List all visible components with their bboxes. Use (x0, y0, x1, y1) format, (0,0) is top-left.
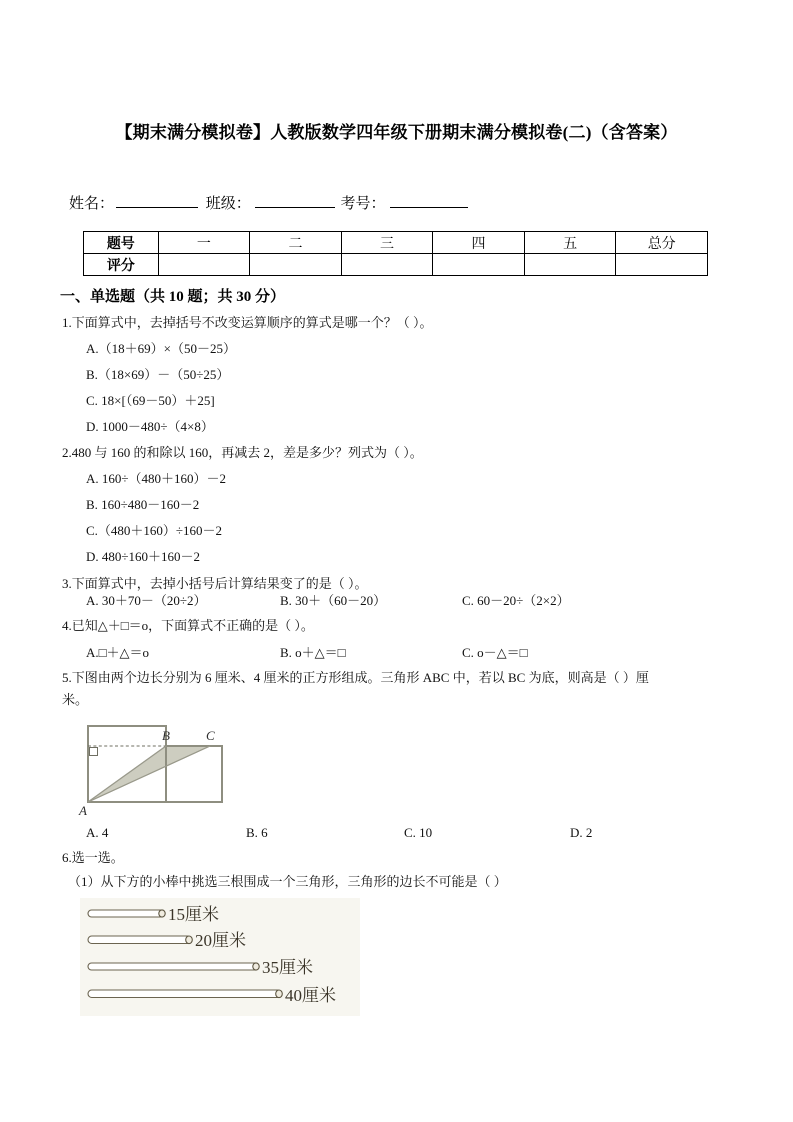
column-header-total: 总分 (616, 232, 708, 254)
right-angle-mark (90, 748, 98, 756)
vertex-label-b: B (162, 728, 170, 743)
question-1-option-b[interactable]: B.（18×69）－（50÷25） (86, 367, 230, 382)
column-header-2: 二 (250, 232, 342, 254)
question-4-stem: 4.已知△＋□＝o，下面算式不正确的是（ ）。 (62, 618, 314, 633)
question-5-stem: 5.下图由两个边长分别为 6 厘米、4 厘米的正方形组成。三角形 ABC 中，若以 BC 为底，则高是（ ）厘 (62, 670, 649, 685)
stick-40cm (88, 990, 282, 998)
row-label-score: 评分 (84, 254, 159, 276)
question-5-option-a[interactable]: A. 4 (86, 825, 109, 840)
stick-label-15cm: 15厘米 (168, 905, 219, 924)
segment-ac (88, 746, 210, 802)
question-4-option-c[interactable]: C. o－△＝□ (462, 645, 528, 660)
stick-15cm (88, 910, 165, 917)
question-2-option-c[interactable]: C.（480＋160）÷160－2 (86, 523, 223, 538)
question-2-option-a[interactable]: A. 160÷（480＋160）－2 (86, 471, 227, 486)
question-4-option-a[interactable]: A.□＋△＝o (86, 645, 149, 660)
class-label: 班级： (205, 196, 251, 212)
question-1-option-a[interactable]: A.（18＋69）×（50－25） (86, 341, 236, 356)
question-2-option-b[interactable]: B. 160÷480－160－2 (86, 497, 200, 512)
column-header-5: 五 (524, 232, 616, 254)
score-cell-2[interactable] (250, 254, 342, 276)
stick-label-20cm: 20厘米 (195, 931, 246, 950)
name-label: 姓名： (69, 196, 115, 212)
class-input-blank[interactable] (255, 207, 335, 208)
score-cell-total[interactable] (616, 254, 708, 276)
question-5-option-b[interactable]: B. 6 (246, 825, 268, 840)
question-3-option-a[interactable]: A. 30＋70－（20÷2） (86, 593, 207, 608)
vertex-label-c: C (206, 728, 215, 743)
row-label-question-number: 题号 (84, 232, 159, 254)
question-4-option-b[interactable]: B. o＋△＝□ (280, 645, 346, 660)
table-row-question-numbers (84, 232, 708, 254)
page-title: 【期末满分模拟卷】人教版数学四年级下册期末满分模拟卷(二)（含答案） (115, 123, 678, 142)
score-table (83, 231, 708, 276)
score-cell-5[interactable] (524, 254, 616, 276)
question-3-option-b[interactable]: B. 30＋（60－20） (280, 593, 387, 608)
score-cell-4[interactable] (433, 254, 525, 276)
section-heading-multiple-choice: 一、单选题（共 10 题；共 30 分） (60, 289, 286, 305)
question-6-figure-sticks (80, 898, 360, 1016)
table-row-scores (84, 254, 708, 276)
stick-label-35cm: 35厘米 (262, 958, 313, 977)
question-3-option-c[interactable]: C. 60－20÷（2×2） (462, 593, 570, 608)
exam-no-input-blank[interactable] (390, 207, 468, 208)
stick-20cm (88, 936, 192, 944)
question-2-option-d[interactable]: D. 480÷160＋160－2 (86, 549, 201, 564)
question-1-stem: 1.下面算式中，去掉括号不改变运算顺序的算式是哪一个？（ ）。 (62, 315, 433, 330)
column-header-3: 三 (341, 232, 433, 254)
stick-label-40cm: 40厘米 (285, 986, 336, 1005)
segment-ab (88, 746, 166, 802)
column-header-1: 一 (158, 232, 250, 254)
vertex-label-a: A (79, 803, 87, 818)
question-5-figure-two-squares-triangle (78, 714, 278, 818)
score-cell-1[interactable] (158, 254, 250, 276)
question-6-stem: 6.选一选。 (62, 850, 124, 865)
two-squares-triangle-svg (78, 714, 278, 818)
column-header-4: 四 (433, 232, 525, 254)
question-5-option-d[interactable]: D. 2 (570, 825, 593, 840)
question-5-stem-line2: 米。 (62, 692, 89, 707)
score-cell-3[interactable] (341, 254, 433, 276)
sticks-svg (80, 898, 360, 1016)
question-5-option-c[interactable]: C. 10 (404, 825, 433, 840)
name-input-blank[interactable] (116, 207, 198, 208)
question-1-option-d[interactable]: D. 1000－480÷（4×8） (86, 419, 214, 434)
question-3-stem: 3.下面算式中，去掉小括号后计算结果变了的是（ ）。 (62, 576, 368, 591)
exam-no-label: 考号： (340, 196, 386, 212)
question-6-sub-1: （1）从下方的小棒中挑选三根围成一个三角形，三角形的边长不可能是（ ） (68, 874, 507, 889)
question-2-stem: 2.480 与 160 的和除以 160，再减去 2，差是多少？列式为（ ）。 (62, 445, 423, 460)
identity-line (69, 192, 470, 213)
stick-35cm (88, 963, 259, 970)
question-1-option-c[interactable]: C. 18×[（69－50）＋25] (86, 393, 215, 408)
